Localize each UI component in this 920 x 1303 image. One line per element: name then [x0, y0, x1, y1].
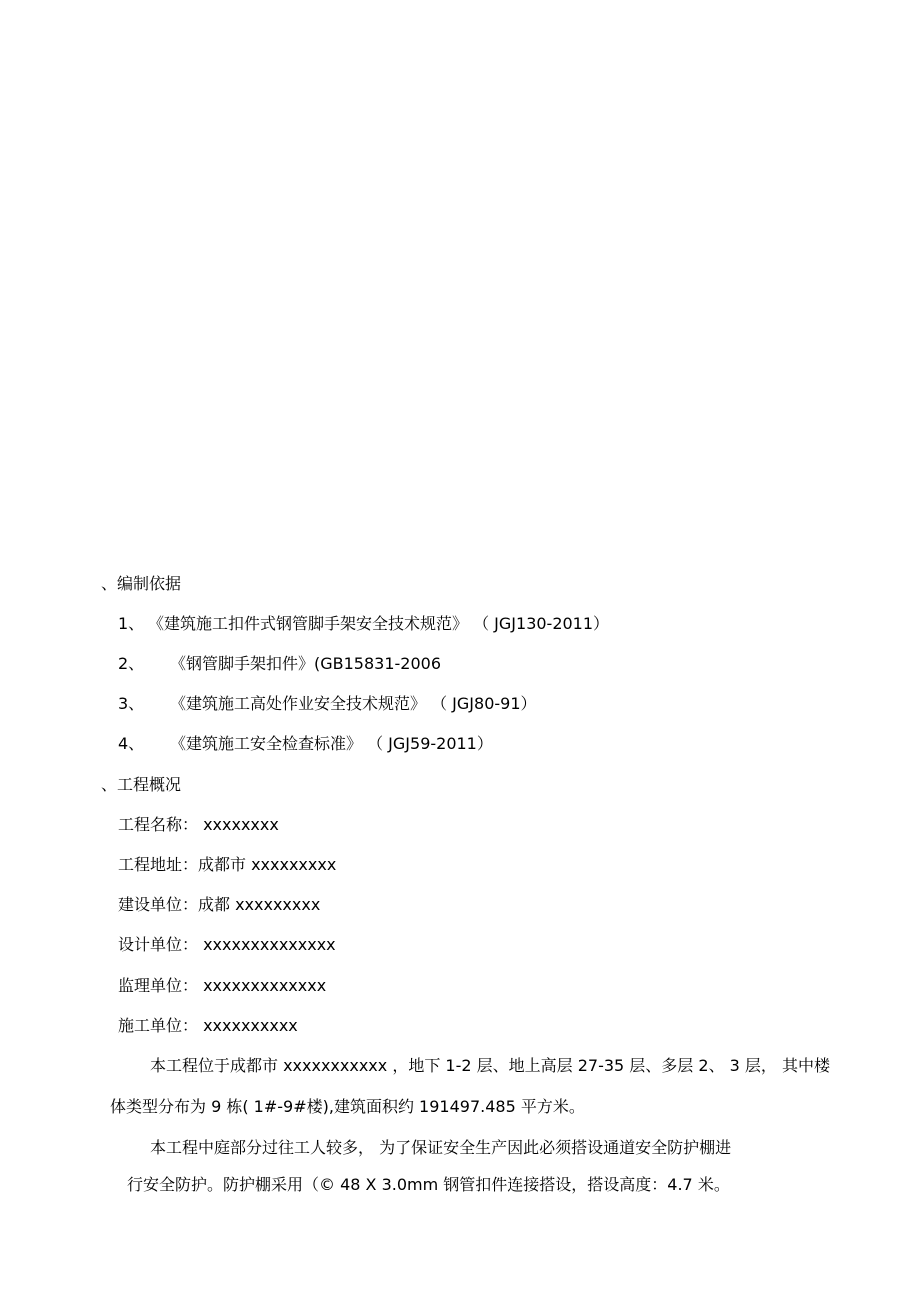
basis-item-text: 《钢管脚手架扣件》(GB15831-2006: [170, 654, 442, 673]
basis-item-text: 《建筑施工高处作业安全技术规范》 （ JGJ80-91）: [170, 694, 537, 713]
basis-item-text: 《建筑施工安全检查标准》 （ JGJ59-2011）: [170, 734, 493, 753]
project-field: 监理单位： xxxxxxxxxxxxx: [118, 976, 327, 995]
section-heading-basis: 、编制依据: [101, 574, 182, 593]
section-heading-overview: 、工程概况: [101, 775, 182, 794]
basis-item-number: 3、: [118, 694, 145, 713]
paragraph-protection-line: 行安全防护。防护棚采用（© 48 X 3.0mm 钢管扣件连接搭设，搭设高度：4.7 米。: [127, 1175, 730, 1194]
basis-item-text: 《建筑施工扣件式钢管脚手架安全技术规范》 （ JGJ130-2011）: [148, 614, 610, 633]
paragraph-protection-line: 本工程中庭部分过往工人较多， 为了保证安全生产因此必须搭设通道安全防护棚进: [150, 1138, 732, 1157]
basis-item-number: 4、: [118, 734, 145, 753]
basis-item-number: 1、: [118, 614, 145, 633]
project-field: 施工单位： xxxxxxxxxx: [118, 1016, 298, 1035]
project-field: 建设单位：成都 xxxxxxxxx: [118, 895, 321, 914]
paragraph-location-line: 本工程位于成都市 xxxxxxxxxxx ，地下 1-2 层、地上高层 27-35 层、多层 2、 3 层， 其中楼: [150, 1056, 831, 1075]
paragraph-location-line: 体类型分布为 9 栋( 1#-9#楼),建筑面积约 191497.485 平方米。: [110, 1097, 585, 1116]
basis-item-number: 2、: [118, 654, 145, 673]
project-field: 工程名称： xxxxxxxx: [118, 815, 279, 834]
project-field: 工程地址：成都市 xxxxxxxxx: [118, 855, 337, 874]
project-field: 设计单位： xxxxxxxxxxxxxx: [118, 935, 336, 954]
